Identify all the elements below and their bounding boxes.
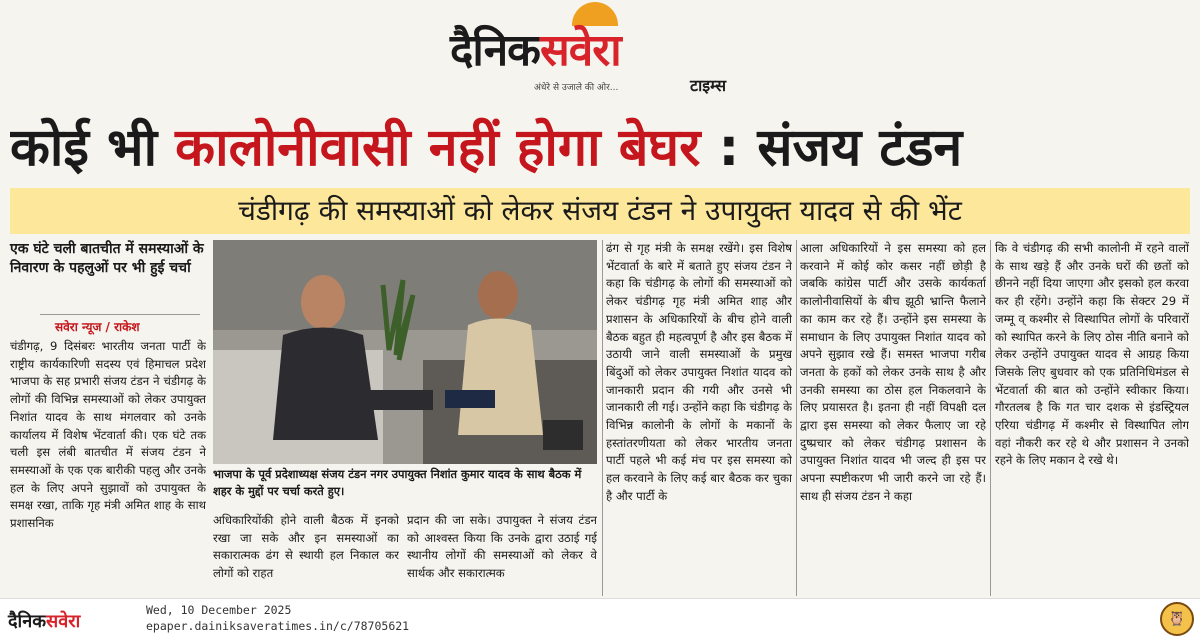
headline-part1: कोई भी — [10, 118, 176, 178]
meeting-photo-illustration — [213, 240, 597, 464]
footer-logo-part1: दैनिक — [8, 611, 47, 632]
byline: सवेरा न्यूज / राकेश — [55, 320, 140, 334]
footer-date: Wed, 10 December 2025 — [146, 603, 292, 617]
newspaper-name-part1: दैनिक — [450, 25, 540, 76]
newspaper-name — [450, 18, 621, 78]
masthead — [0, 0, 1200, 100]
article-column-2b: प्रदान की जा सके। उपायुक्त ने संजय टंडन को आश्वस्त किया कि उनके द्वारा उठाई गई स्थानीय लोगों की समस्याओं को लेकर वे सार्थक और सकारात्मक — [407, 513, 597, 581]
footer-logo-part2: सवेरा — [46, 611, 81, 632]
article-column-1: चंडीगढ़, 9 दिसंबरः भारतीय जनता पार्टी के राष्ट्रीय कार्यकारिणी सदस्य एवं हिमाचल प्रदेश भाजपा के सह प्रभारी संजय टंडन ने चंडीगढ़ के लोगों की विभिन्न समस्याओं को लेकर उपायुक्त निशांत यादव के साथ मंगलवार को उनके कार्यालय में विशेष भेंटवार्ता की। एक घंटे तक चली इस लंबी बातचीत में संजय टंडन ने समस्याओं के एक एक बारीकी पहलु और उनके हल के लिए अपने सुझावों को उपायुक्त के समक्ष रखा, ताकि गृह मंत्री अमित शाह के साथ प्रशासनिक — [10, 339, 206, 531]
article-column-2a: अधिकारियोंकी होने वाली बैठक में इनको रखा जा सके और इन समस्याओं का सकारात्मक ढंग से स्थायी हल निकाल कर लोगों को राहत — [213, 513, 399, 581]
column-divider-3 — [990, 240, 991, 596]
article-column-5: कि वे चंडीगढ़ की सभी कालोनी में रहने वालों के साथ खड़े हैं और उनके घरों की छतों को छीनने नहीं दिया जाएगा और इसको हल करवा कर ही रहेंगे। उन्होंने कहा कि सेक्टर 29 में जम्मू व् कश्मीर से विस्थापित लोगों के परिवारों को स्थापित करने के लिए ठोस नीति बनाने को लेकर उन्होंने उपायुक्त यादव से आग्रह किया जिसके लिए बुधवार को एक प्रतिनिधिमंडल से भेंटवार्ता की बात को उन्होंने स्वीकार किया। गौरतलब है कि गत चार दशक से इंडस्ट्रियल एरिया चंडीगढ़ में कश्मीर से विस्थापित लोग वहां नौकरी कर रहे थे और प्रशासन ने उनको रहने के लिए मकान दे रखे थे। — [995, 241, 1189, 468]
footer-url-link[interactable]: epaper.dainiksaveratimes.in/c/78705621 — [146, 619, 410, 633]
newspaper-name-part2: सवेरा — [539, 25, 621, 76]
footer-bar — [0, 598, 1200, 639]
footer-logo[interactable] — [8, 609, 80, 633]
column-divider-2 — [796, 240, 797, 596]
tagline: अंधेरे से उजाले की ओर... — [534, 83, 619, 93]
times-label: टाइम्स — [690, 76, 727, 95]
photo-caption: भाजपा के पूर्व प्रदेशाध्यक्ष संजय टंडन नगर उपायुक्त निशांत कुमार यादव के साथ बैठक में शहर के मुद्दों पर चर्चा करते हुए। — [213, 467, 582, 498]
article-photo — [213, 240, 597, 464]
headline — [10, 112, 1190, 184]
byline-divider — [40, 314, 200, 315]
article-column-3: ढंग से गृह मंत्री के समक्ष रखेंगे। इस विशेष भेंटवार्ता के बारे में बताते हुए संजय टंडन ने कहा कि चंडीगढ़ के लोगों की समस्याओं को लेकर चंडीगढ़ गृह मंत्री अमित शाह और प्रशासन के अधिकारियों के बीच होने वाली बैठक बहुत ही महत्वपूर्ण है और इस बैठक में उठायी जाने वाली समस्याओं के प्रमुख बिंदुओं को लेकर उपायुक्त निशांत यादव को जानकारी प्रदान की गयी और उनसे भी जानकारी ली गई। उन्होंने कहा कि चंडीगढ़ के विभिन्न कालोनी के लोगों के मकानों के हस्तांतरणीयता को लेकर भारतीय जनता पार्टी पहले भी कई मंच पर इस समस्या को हल करवाने के लिए कई बार बैठक कर चुका है और पार्टी के — [606, 241, 792, 503]
headline-part2: कालोनीवासी नहीं होगा बेघर — [175, 118, 701, 178]
side-headline: एक घंटे चली बातचीत में समस्याओं के निवारण के पहलुओं पर भी हुई चर्चा — [10, 241, 204, 276]
owl-mascot-icon: 🦉 — [1160, 602, 1194, 636]
article-column-4: आला अधिकारियों ने इस समस्या को हल करवाने में कोई कोर कसर नहीं छोड़ी है जबकि कांग्रेस पार्टी और उसके कार्यकर्ता कालोनीवासियों के बीच झूठी भ्रान्ति फैलाने का काम कर रहे हैं। उन्होंने इस समस्या के समाधान के लिए उपायुक्त निशांत यादव को अपने सुझाव रखे हैं। समस्त भाजपा गरीब जनता के हकों को लेकर उनके साथ है और उनकी समस्या का ठोस हल निकलवाने के लिए प्रयासरत है। इतना ही नहीं विपक्षी दल द्वारा इस समस्या को लेकर फैलाए जा रहे दुष्प्रचार को लेकर चंडीगढ़ प्रशासन के उपायुक्त निशांत यादव भी जल्द ही इस पर अपना स्पष्टीकरण भी जारी करने जा रहे हैं। साथ ही संजय टंडन ने कहा — [800, 241, 986, 503]
column-divider-1 — [602, 240, 603, 596]
headline-part3: : संजय टंडन — [700, 118, 963, 178]
subheadline: चंडीगढ़ की समस्याओं को लेकर संजय टंडन ने उपायुक्त यादव से की भेंट — [10, 188, 1190, 234]
